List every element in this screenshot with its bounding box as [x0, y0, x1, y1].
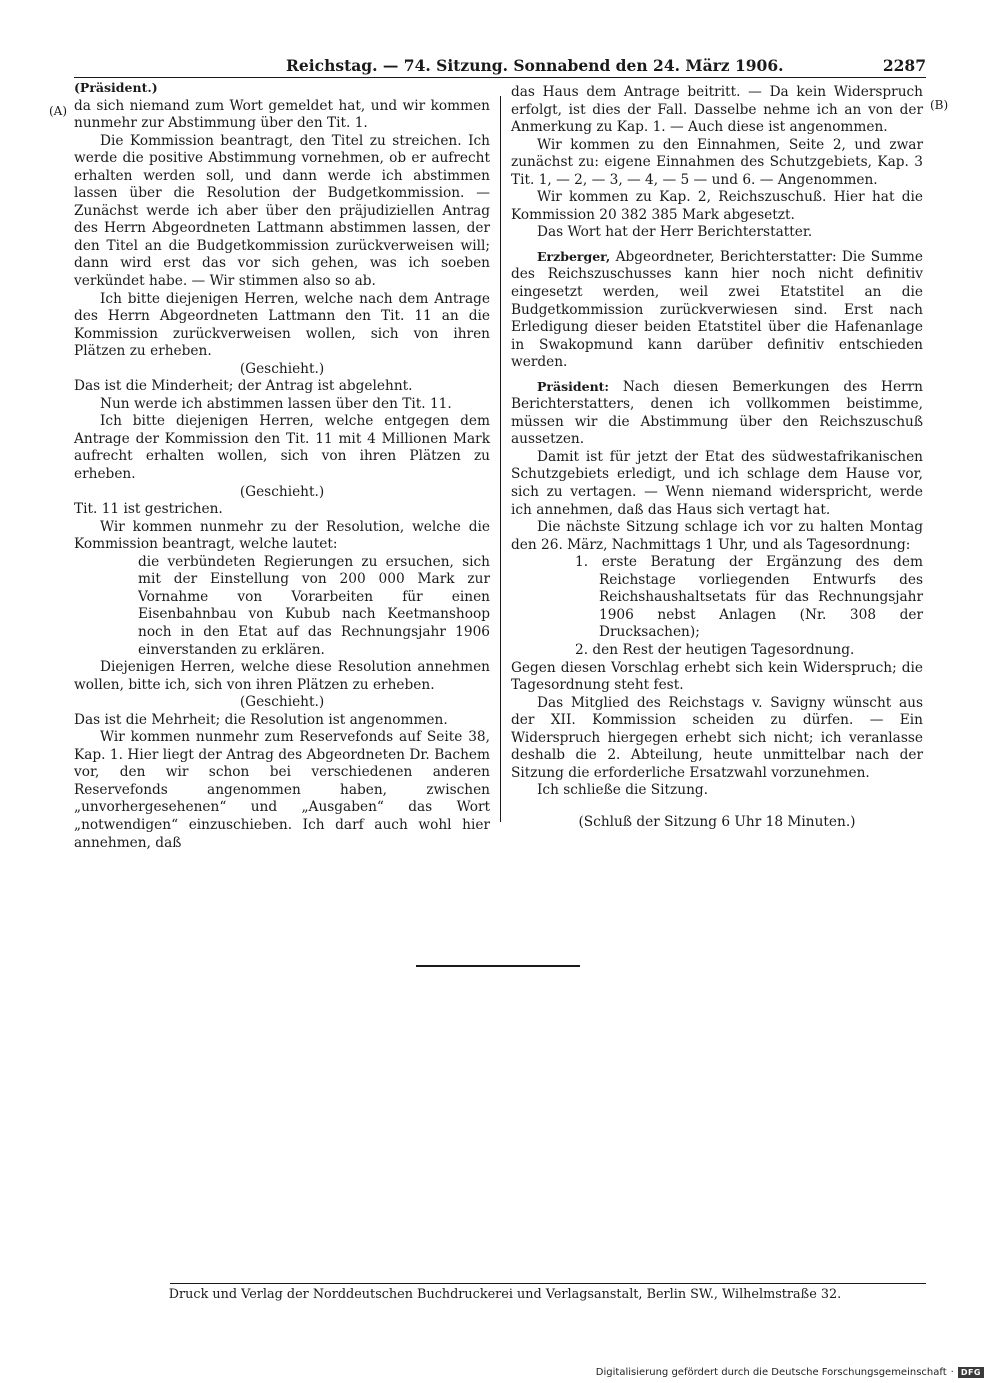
paragraph: Nun werde ich abstimmen lassen über den Tit. 11.	[100, 395, 452, 412]
paragraph: Damit ist für jetzt der Etat des südwestafrikanischen Schutzgebiets erledigt, und ich schlage dem Hause vor, sich zu vertagen. — Wenn niemand widerspricht, werde ich annehmen, daß das Haus sich vertagt hat.	[511, 448, 923, 518]
paragraph: Wir kommen nunmehr zu der Resolution, welche die Kommission beantragt, welche lautet:	[74, 518, 490, 553]
margin-marker-a: (A)	[49, 104, 68, 118]
footer-rule	[170, 1283, 926, 1284]
left-column	[74, 79, 490, 852]
session-closing: (Schluß der Sitzung 6 Uhr 18 Minuten.)	[578, 813, 856, 830]
paragraph: Das ist die Mehrheit; die Resolution ist angenommen.	[74, 711, 448, 728]
funding-text: Digitalisierung gefördert durch die Deutsche Forschungsgemeinschaft	[595, 1367, 947, 1378]
paragraph: Ich bitte diejenigen Herren, welche entgegen dem Antrage der Kommission den Tit. 11 mit 4 Millionen Mark aufrecht erhalten wollen, sich von ihren Plätzen zu erheben.	[74, 413, 490, 483]
margin-marker-b: (B)	[930, 98, 949, 112]
speaker-name: Präsident:	[537, 378, 610, 394]
column-divider	[500, 96, 501, 822]
paragraph: Wir kommen zu Kap. 2, Reichszuschuß. Hier hat die Kommission 20 382 385 Mark abgesetzt.	[511, 189, 923, 223]
paragraph: Das Wort hat der Herr Berichterstatter.	[537, 224, 813, 241]
stage-direction: (Geschieht.)	[239, 694, 325, 711]
paragraph: Das ist die Minderheit; der Antrag ist abgelehnt.	[74, 378, 413, 395]
paragraph: Diejenigen Herren, welche diese Resolution annehmen wollen, bitte ich, sich von ihren Plätzen zu erheben.	[74, 659, 490, 693]
right-column	[511, 79, 923, 831]
dfg-logo-icon: DFG	[958, 1367, 984, 1378]
paragraph: Wir kommen nunmehr zum Reservefonds auf Seite 38, Kap. 1. Hier liegt der Antrag des Abgeordneten Dr. Bachem vor, den wir schon bei verschiedenen anderen Reservefonds angenommen haben, zwischen „unvorhergesehenen“ und „Ausgaben“ das Wort „notwendigen“ einzuschieben. Ich darf auch wohl hier annehmen, daß	[74, 729, 490, 851]
page-number: 2287	[882, 56, 926, 75]
paragraph: Tit. 11 ist gestrichen.	[74, 501, 223, 518]
paragraph: Ich schließe die Sitzung.	[537, 782, 708, 799]
speech-erzberger: Erzberger, Abgeordneter, Berichterstatter: Die Summe des Reichszuschusses kann hier noch nicht definitiv eingesetzt werden, weil zwei Etatstitel an die Budgetkommission zurückverwiesen sind. Erst nach Erledigung dieser beiden Etatstitel über die Hafenanlage in Swakopmund kann darüber definitiv entschieden werden.	[511, 248, 923, 371]
resolution-quote: die verbündeten Regierungen zu ersuchen, sich mit der Einstellung von 200 000 Mark zur Vornahme von Vorarbeiten für einen Eisenbahnbau von Kubub nach Keetmanshoop noch in den Etat auf das Rechnungsjahr 1906 einverstanden zu erklären.	[138, 553, 490, 658]
section-separator	[416, 965, 580, 967]
header-title: Reichstag. — 74. Sitzung. Sonnabend den 24. März 1906.	[286, 56, 784, 75]
agenda-item: 1. erste Beratung der Ergänzung des dem Reichstage vorliegenden Entwurfs des Reichshaushaltsetats für das Rechnungsjahr 1906 nebst Anlagen (Nr. 308 der Drucksachen);	[575, 554, 923, 641]
paragraph: Ich bitte diejenigen Herren, welche nach dem Antrage des Herrn Abgeordneten Lattmann den Tit. 11 an die Kommission zurückverweisen wollen, sich von ihren Plätzen zu erheben.	[74, 290, 490, 360]
paragraph: Die Kommission beantragt, den Titel zu streichen. Ich werde die positive Abstimmung vornehmen, ob er aufrecht erhalten werden soll, und dann werde ich abstimmen lassen über die Resolution der Budgetkommission. — Zunächst werde ich aber über den präjudiziellen Antrag des Herrn Abgeordneten Lattmann abstimmen lassen, der den Titel an die Budgetkommission zurückverweisen will; dann wird erst das vor sich gehen, was ich soeben verkündet habe. — Wir stimmen also so ab.	[74, 132, 490, 290]
paragraph: da sich niemand zum Wort gemeldet hat, und wir kommen nunmehr zur Abstimmung über den Tit. 1.	[74, 97, 490, 132]
agenda-list	[511, 554, 923, 659]
speech-praesident: Präsident: Nach diesen Bemerkungen des Herrn Berichterstatters, denen ich vollkommen beistimme, müssen wir die Abstimmung über den Reichszuschuß aussetzen.	[511, 378, 923, 448]
paragraph: Gegen diesen Vorschlag erhebt sich kein Widerspruch; die Tagesordnung steht fest.	[511, 659, 923, 694]
header-rule	[74, 77, 926, 78]
speaker-name: Erzberger,	[537, 248, 611, 264]
stage-direction: (Geschieht.)	[239, 360, 325, 377]
speaker-continuation: (Präsident.)	[74, 80, 158, 95]
paragraph: Wir kommen zu den Einnahmen, Seite 2, und zwar zunächst zu: eigene Einnahmen des Schutzgebiets, Kap. 3 Tit. 1, — 2, — 3, — 4, — 5 — und 6. — Angenommen.	[511, 136, 923, 188]
funding-notice: Digitalisierung gefördert durch die Deutsche Forschungsgemeinschaft · DFG	[596, 1367, 984, 1378]
printer-imprint: Druck und Verlag der Norddeutschen Buchdruckerei und Verlagsanstalt, Berlin SW., Wilhelmstraße 32.	[168, 1287, 842, 1302]
paragraph: Die nächste Sitzung schlage ich vor zu halten Montag den 26. März, Nachmittags 1 Uhr, und als Tagesordnung:	[511, 519, 923, 553]
paragraph: das Haus dem Antrage beitritt. — Da kein Widerspruch erfolgt, ist dies der Fall. Dasselbe nehme ich an von der Anmerkung zu Kap. 1. — Auch diese ist angenommen.	[511, 84, 923, 136]
agenda-item: 2. den Rest der heutigen Tagesordnung.	[575, 641, 855, 658]
stage-direction: (Geschieht.)	[239, 483, 325, 500]
paragraph: Das Mitglied des Reichstags v. Savigny wünscht aus der XII. Kommission scheiden zu dürfen. — Ein Widerspruch hiergegen erhebt sich nicht; ich veranlasse deshalb die 2. Abteilung, heute unmittelbar nach der Sitzung die erforderliche Ersatzwahl vorzunehmen.	[511, 694, 923, 781]
